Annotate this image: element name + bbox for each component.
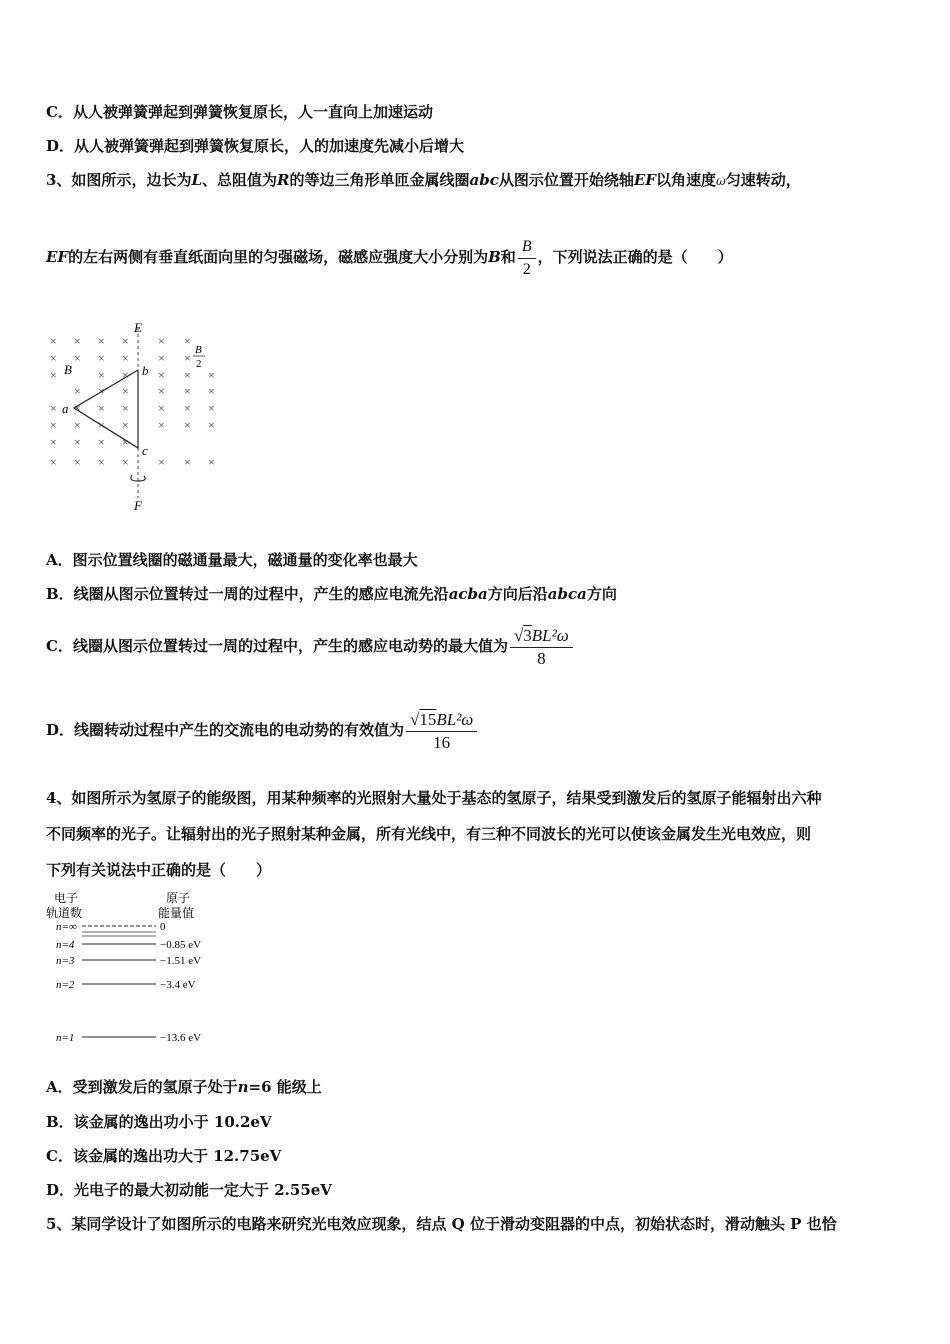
field-cross: × [184, 418, 191, 432]
col-atom-title: 原子 [166, 891, 191, 905]
q4-option-a: A．受到激发后的氢原子处于n=6 能级上 [46, 1078, 322, 1096]
field-cross: × [158, 368, 165, 382]
field-cross: × [208, 455, 215, 469]
q2-option-c: C．从人被弹簧弹起到弹簧恢复原长，人一直向上加速运动 [46, 103, 433, 121]
field-cross: × [50, 368, 57, 382]
label-b-field: B [64, 362, 72, 377]
field-cross: × [98, 384, 105, 398]
q3-stem-line1: 3、如图所示，边长为L、总阻值为R的等边三角形单匝金属线圈abc从图示位置开始绕轴EF以角速度ω匀速转动， [46, 171, 801, 189]
field-cross: × [122, 418, 129, 432]
energy-level-diagram [44, 888, 234, 1050]
q4-stem-line2: 不同频率的光子。让辐射出的光子照射某种金属，所有光线中，有三种不同波长的光可以使该金属发生光电效应，则 [46, 825, 812, 843]
field-cross: × [50, 334, 57, 348]
field-cross: × [208, 384, 215, 398]
field-cross: × [74, 334, 81, 348]
col-orbit-title: 轨道数 [46, 906, 83, 920]
field-cross: × [208, 418, 215, 432]
field-cross: × [98, 334, 105, 348]
q3-option-d: D．线圈转动过程中产生的交流电的电动势的有效值为 $\frac{\text{√15BL²ω}}{16}$ [46, 706, 479, 754]
q2-option-d: D．从人被弹簧弹起到弹簧恢复原长，人的加速度先减小后增大 [46, 137, 465, 155]
label-a: a [62, 401, 69, 416]
field-cross: × [122, 334, 129, 348]
field-cross: × [74, 418, 81, 432]
field-cross: × [158, 351, 165, 365]
label-f: F [134, 498, 142, 513]
level-n-4: n=4 [56, 939, 75, 951]
field-crosses [50, 334, 215, 469]
label-b-half-den: 2 [196, 358, 202, 370]
field-cross: × [74, 384, 81, 398]
field-cross: × [184, 368, 191, 382]
field-cross: × [98, 418, 105, 432]
field-cross: × [158, 455, 165, 469]
q3-stem-line2: EF的左右两侧有垂直纸面向里的匀强磁场，磁感应强度大小分别为B和 $\frac{B}{2}$ ，下列说法正确的是（ ） [46, 234, 733, 281]
q4-option-d: D．光电子的最大初动能一定大于 2.55eV [46, 1181, 332, 1199]
level-energy-3: −1.51 eV [160, 955, 202, 967]
label-c: c [142, 443, 148, 458]
level-n-inf: n=∞ [56, 921, 77, 933]
label-e: E [134, 320, 142, 335]
field-cross: × [50, 455, 57, 469]
q5-stem-line1: 5、某同学设计了如图所示的电路来研究光电效应现象，结点 Q 位于滑动变阻器的中点，初始状态时，滑动触头 P 也恰 [46, 1215, 837, 1233]
level-energy-inf: 0 [160, 921, 166, 933]
field-cross: × [98, 435, 105, 449]
field-cross: × [184, 351, 191, 365]
field-cross: × [50, 351, 57, 365]
field-cross: × [50, 401, 57, 415]
field-cross: × [122, 351, 129, 365]
field-cross: × [158, 384, 165, 398]
level-energy-2: −3.4 eV [160, 979, 196, 991]
field-cross: × [184, 384, 191, 398]
col-energy-title: 能量值 [158, 906, 195, 920]
field-cross: × [184, 455, 191, 469]
q4-stem-line1: 4、如图所示为氢原子的能级图，用某种频率的光照射大量处于基态的氢原子，结果受到激发后的氢原子能辐射出六种 [46, 789, 822, 807]
level-n-2: n=2 [56, 979, 75, 991]
q3-option-c: C．线圈从图示位置转过一周的过程中，产生的感应电动势的最大值为 $\frac{\text{√3BL²ω}}{8}$ [46, 622, 575, 670]
q4-stem-line3: 下列有关说法中正确的是（ ） [46, 861, 272, 879]
field-cross: × [122, 368, 129, 382]
q3-option-a: A．图示位置线圈的磁通量最大，磁通量的变化率也最大 [46, 551, 418, 569]
col-electron-title: 电子 [54, 891, 79, 905]
field-cross: × [122, 455, 129, 469]
label-b: b [142, 363, 149, 378]
field-cross: × [98, 401, 105, 415]
field-cross: × [98, 351, 105, 365]
field-cross: × [158, 418, 165, 432]
b-half-fraction: $\frac{B}{2}$ [518, 236, 536, 281]
field-cross: × [158, 334, 165, 348]
field-cross: × [74, 455, 81, 469]
field-cross: × [208, 368, 215, 382]
field-cross: × [98, 455, 105, 469]
label-b-half-num: B [195, 344, 202, 356]
field-cross: × [184, 334, 191, 348]
magnetic-field-figure [44, 318, 234, 518]
q4-option-c: C．该金属的逸出功大于 12.75eV [46, 1147, 282, 1165]
q3-option-b: B．线圈从图示位置转过一周的过程中，产生的感应电流先沿acba方向后沿abca方向 [46, 585, 617, 603]
q4-option-b: B．该金属的逸出功小于 10.2eV [46, 1113, 272, 1131]
level-n-1: n=1 [56, 1032, 75, 1044]
field-cross: × [122, 435, 129, 449]
option-d-fraction: $\frac{\text{√15BL²ω}}{16}$ [406, 709, 477, 754]
field-cross: × [184, 401, 191, 415]
field-cross: × [122, 401, 129, 415]
field-cross: × [50, 435, 57, 449]
level-n-3: n=3 [56, 955, 75, 967]
field-cross: × [122, 384, 129, 398]
level-energy-4: −0.85 eV [160, 939, 202, 951]
field-cross: × [74, 401, 81, 415]
field-cross: × [74, 351, 81, 365]
field-cross: × [158, 401, 165, 415]
field-cross: × [50, 418, 57, 432]
level-energy-1: −13.6 eV [160, 1032, 202, 1044]
field-cross: × [208, 401, 215, 415]
option-c-fraction: $\frac{\text{√3BL²ω}}{8}$ [510, 625, 573, 670]
field-cross: × [74, 435, 81, 449]
field-cross: × [98, 368, 105, 382]
